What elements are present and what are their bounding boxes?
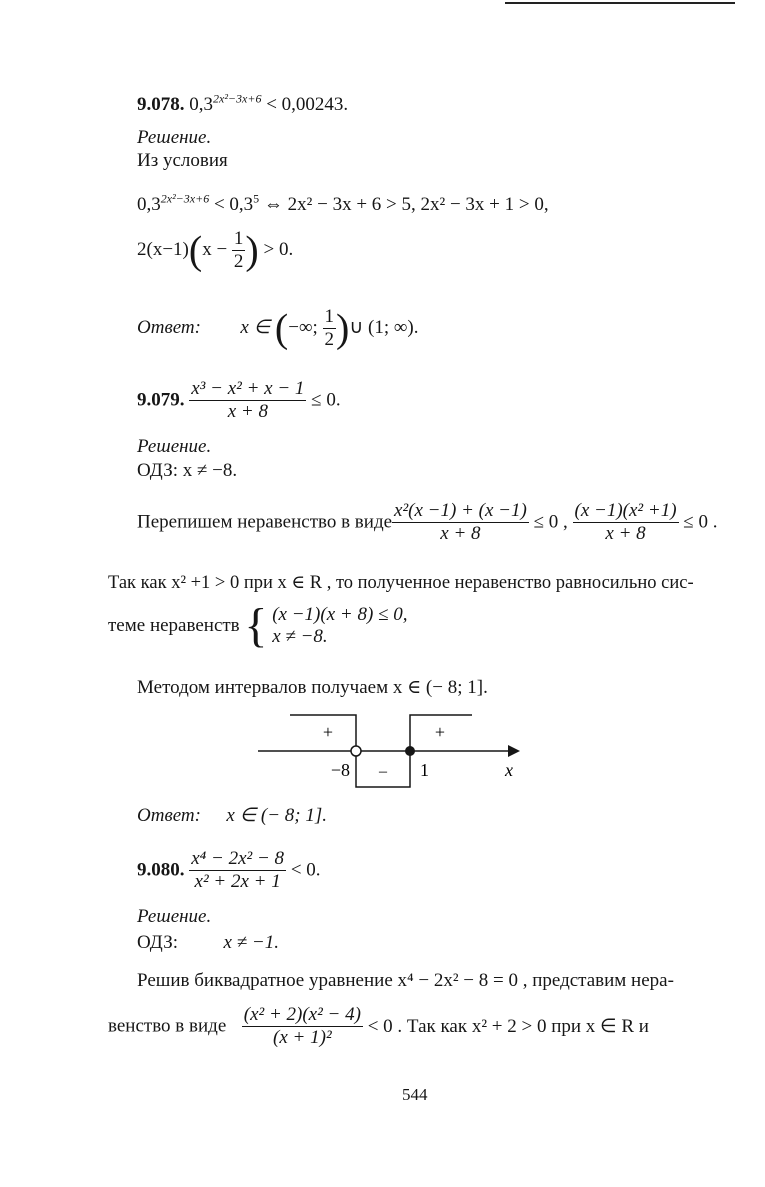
problem-9-080-statement bbox=[137, 848, 321, 893]
problem-number: 9.079. bbox=[137, 389, 185, 411]
answer-9-079 bbox=[137, 804, 327, 827]
system-text: теме неравенств bbox=[108, 615, 240, 636]
relation: > 0. bbox=[263, 238, 294, 260]
form-line bbox=[108, 1004, 649, 1049]
axis-arrow-icon bbox=[508, 745, 520, 757]
intro-text: Из условия bbox=[137, 150, 228, 171]
rewrite-fraction-1: $\frac{\text{x²(x −1) + (x −1)}}{x + 8}$ bbox=[394, 500, 527, 544]
form-tail: < 0 . Так как x² + 2 > 0 при x ∈ R и bbox=[367, 1016, 649, 1037]
rewrite-line bbox=[137, 500, 717, 545]
interval-diagram bbox=[250, 708, 530, 798]
form-fraction: $\frac{\text{(x² + 2)(x² − 4)}}{\text{(x + 1)²}}$ bbox=[243, 1004, 361, 1048]
answer-inner: −∞; bbox=[288, 316, 318, 338]
interval-line: Методом интервалов получаем x ∈ (− 8; 1]. bbox=[137, 677, 488, 698]
answer-tail: ∪ (1; ∞). bbox=[349, 316, 419, 338]
solution-label: Решение. bbox=[137, 906, 212, 927]
answer-fraction: $\frac{1}{2}$ bbox=[324, 306, 335, 350]
system-line: теме неравенств { (x −1)(x + 8) ≤ 0, x ≠ −8. bbox=[108, 598, 408, 652]
system-line-2: x ≠ −8. bbox=[272, 626, 328, 647]
tail: ⇔ 2x² − 3x + 6 > 5, 2x² − 3x + 1 > 0, bbox=[263, 194, 549, 215]
answer-value: x ∈ (− 8; 1]. bbox=[226, 805, 328, 826]
x-minus: x − bbox=[202, 238, 228, 260]
system-line-1: (x −1)(x + 8) ≤ 0, bbox=[272, 604, 408, 625]
middle: < 0,3 bbox=[213, 194, 254, 215]
odz-value: x ≠ −1. bbox=[223, 932, 279, 953]
top-rule bbox=[505, 2, 735, 4]
rewrite-relation-2: ≤ 0 . bbox=[683, 511, 718, 533]
relation: < 0. bbox=[290, 859, 321, 881]
solution-line-2: 2(x−1)(x − $\frac{1}{2}$ ) > 0. bbox=[137, 227, 294, 273]
solution-label: Решение. bbox=[137, 127, 212, 148]
closed-point-1 bbox=[405, 746, 415, 756]
rewrite-fraction-2: $\frac{\text{(x −1)(x² +1)}}{x + 8}$ bbox=[574, 500, 677, 544]
label-x: x bbox=[505, 760, 513, 780]
problem-9-079-statement bbox=[137, 378, 341, 423]
rhs: < 0,00243. bbox=[266, 94, 349, 115]
problem-9-078-statement bbox=[137, 91, 349, 116]
answer-9-078: Ответ: x ∈ (−∞; $\frac{1}{2}$ )∪ (1; ∞). bbox=[137, 305, 419, 351]
label-minus-8: −8 bbox=[330, 760, 350, 780]
rewrite-relation-1: ≤ 0 , bbox=[533, 511, 568, 533]
answer-label: Ответ: bbox=[137, 805, 201, 826]
statement-fraction: $\frac{\text{x³ − x² + x − 1}}{x + 8}$ bbox=[191, 378, 305, 422]
statement-fraction: $\frac{\text{x⁴ − 2x² − 8}}{\text{x² + 2x + 1}}$ bbox=[191, 848, 285, 892]
base: 0,3 bbox=[137, 194, 161, 215]
page-number: 544 bbox=[402, 1085, 428, 1104]
system-body bbox=[272, 604, 407, 648]
solution-label: Решение. bbox=[137, 436, 212, 457]
form-text: венство в виде bbox=[108, 1015, 227, 1037]
sign-plus-right: + bbox=[434, 722, 446, 742]
sign-minus: – bbox=[379, 763, 387, 780]
exponent: 2x²−3x+6 bbox=[213, 91, 262, 106]
sign-plus-left: + bbox=[322, 722, 334, 742]
relation: ≤ 0. bbox=[311, 389, 341, 411]
rewrite-text: Перепишем неравенство в виде bbox=[137, 511, 393, 533]
problem-number: 9.080. bbox=[137, 859, 185, 881]
problem-number: 9.078. bbox=[137, 94, 185, 115]
odz-line bbox=[137, 932, 279, 954]
since-line: Так как x² +1 > 0 при x ∈ R , то полученное неравенство равносильно сис- bbox=[108, 573, 694, 593]
answer-label: Ответ: bbox=[137, 316, 201, 338]
odz-line: ОДЗ: x ≠ −8. bbox=[137, 460, 238, 481]
odz-label: ОДЗ: bbox=[137, 932, 179, 953]
fraction-half: $\frac{1}{2}$ bbox=[233, 228, 244, 272]
solution-line-1 bbox=[137, 191, 549, 216]
solve-line: Решив биквадратное уравнение x⁴ − 2x² − 8 = 0 , представим нера- bbox=[137, 970, 674, 991]
label-1: 1 bbox=[420, 760, 429, 780]
base: 0,3 bbox=[189, 94, 213, 115]
power: 5 bbox=[253, 191, 260, 206]
open-point-m8 bbox=[351, 746, 361, 756]
factor: 2(x−1) bbox=[137, 238, 189, 260]
exponent: 2x²−3x+6 bbox=[160, 191, 210, 206]
answer-prefix: x ∈ bbox=[240, 316, 271, 338]
